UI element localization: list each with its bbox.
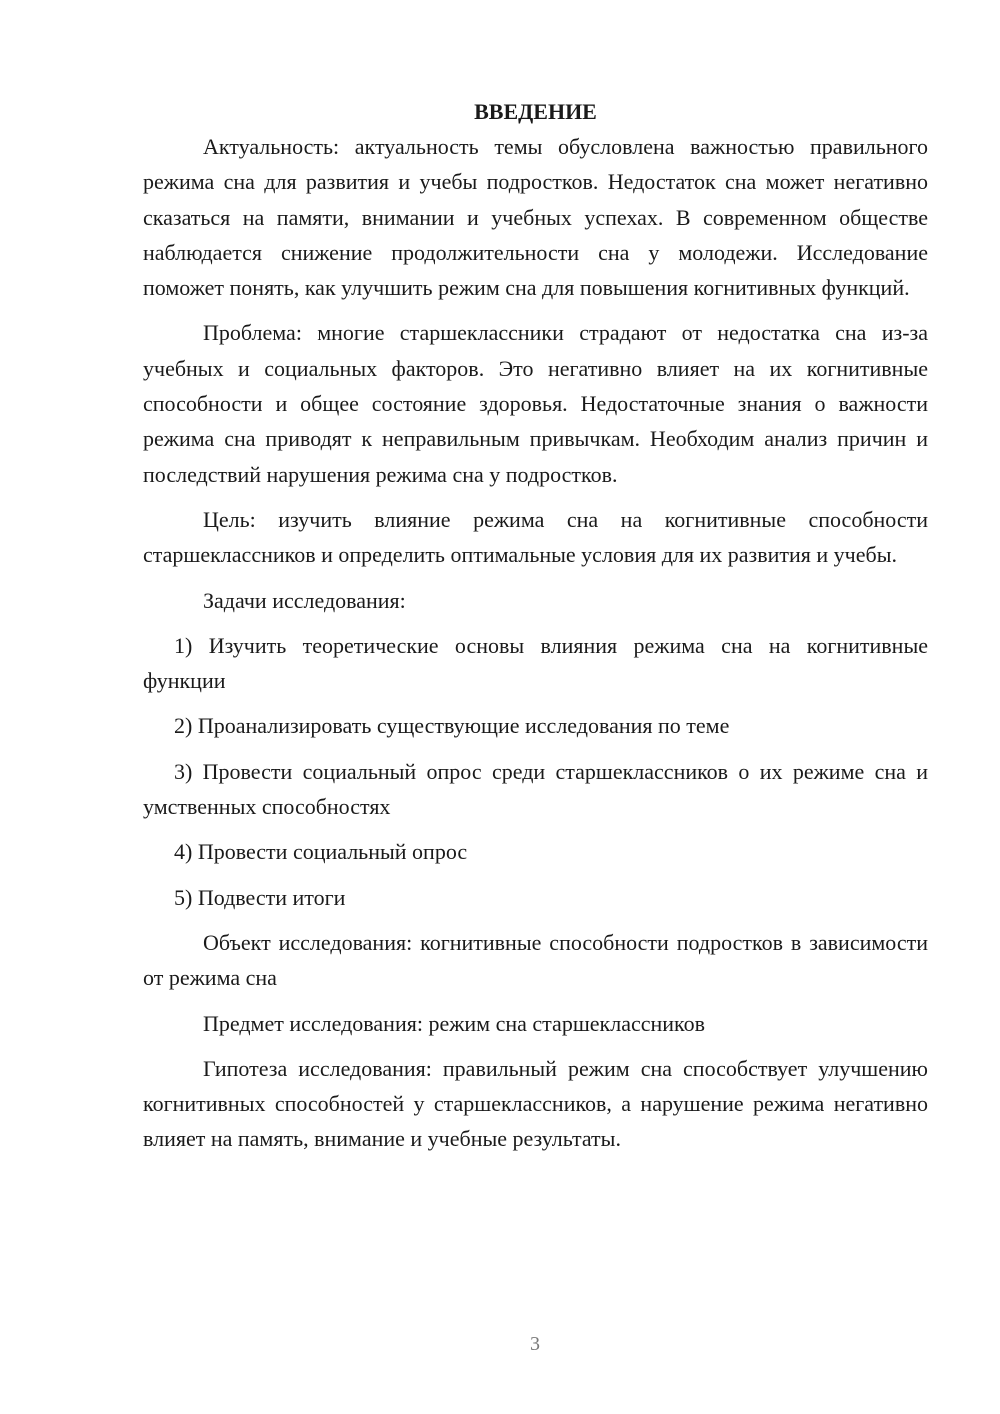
- section-title: ВВЕДЕНИЕ: [474, 99, 597, 124]
- task-item-1: 1) Изучить теоретические основы влияния режима сна на когнитивные функции: [143, 632, 928, 694]
- subject-paragraph: Предмет исследования: режим сна старшеклассников: [203, 1010, 705, 1036]
- tasks-heading: Задачи исследования:: [203, 587, 406, 613]
- task-item-3: 3) Провести социальный опрос среди старшеклассников о их режиме сна и умственных способностях: [143, 758, 928, 820]
- task-item-2: 2) Проанализировать существующие исследования по теме: [174, 713, 730, 739]
- goal-paragraph: Цель: изучить влияние режима сна на когнитивные способности старшеклассников и определить оптимальные условия для их развития и учебы.: [143, 506, 928, 568]
- document-page: [143, 94, 928, 1167]
- object-paragraph: Объект исследования: когнитивные способности подростков в зависимости от режима сна: [143, 929, 928, 991]
- page-number: 3: [530, 1333, 540, 1355]
- relevance-paragraph: Актуальность: актуальность темы обусловлена важностью правильного режима сна для развития и учебы подростков. Недостаток сна может негативно сказаться на памяти, внимании и учебных успехах. В современном обществе наблюдается снижение продолжительности сна у молодежи. Исследование поможет понять, как улучшить режим сна для повышения когнитивных функций.: [143, 134, 928, 301]
- task-item-5: 5) Подвести итоги: [174, 884, 346, 910]
- problem-paragraph: Проблема: многие старшеклассники страдают от недостатка сна из-за учебных и социальных факторов. Это негативно влияет на их когнитивные способности и общее состояние здоровья. Недостаточные знания о важности режима сна приводят к неправильным привычкам. Необходим анализ причин и последствий нарушения режима сна у подростков.: [143, 320, 928, 487]
- task-item-4: 4) Провести социальный опрос: [174, 839, 468, 865]
- hypothesis-paragraph: Гипотеза исследования: правильный режим сна способствует улучшению когнитивных способностей у старшеклассников, а нарушение режима негативно влияет на память, внимание и учебные результаты.: [143, 1055, 928, 1152]
